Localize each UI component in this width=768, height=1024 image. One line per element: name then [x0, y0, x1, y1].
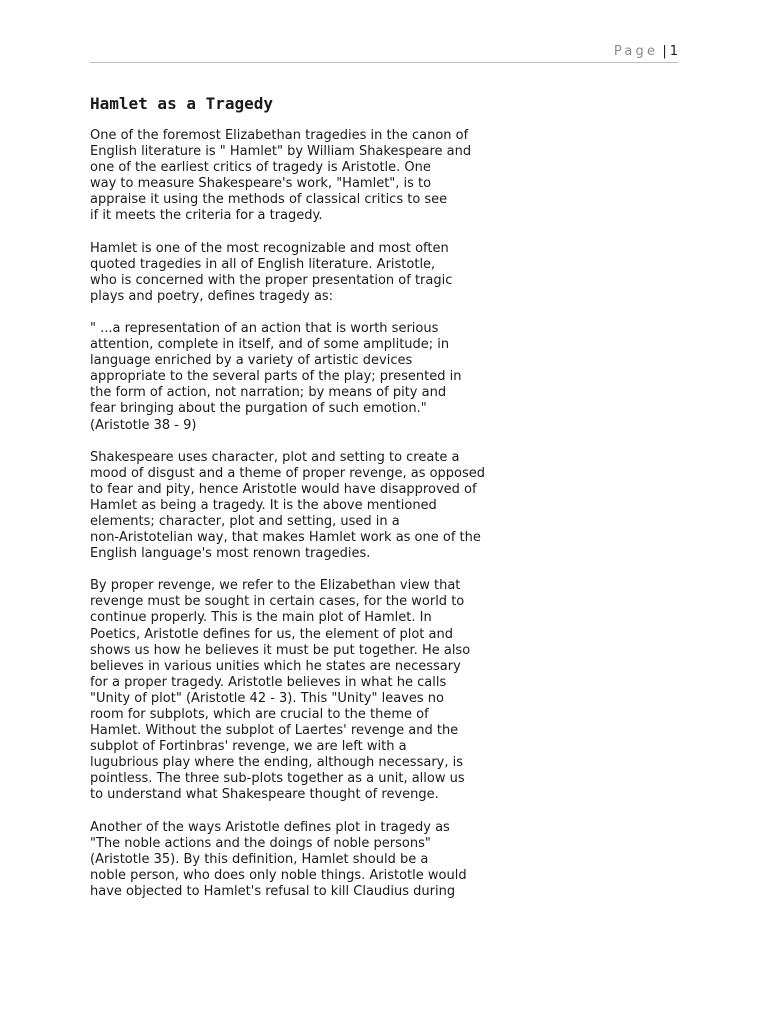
paragraph-line: Shakespeare uses character, plot and setting to create a	[90, 449, 460, 465]
paragraph-line: "Unity of plot" (Aristotle 42 - 3). This "Unity" leaves no	[90, 690, 444, 706]
paragraph-line: subplot of Fortinbras' revenge, we are left with a	[90, 739, 407, 755]
page-label: Page	[613, 44, 659, 59]
paragraph-line: believes in various unities which he states are necessary	[90, 658, 461, 674]
paragraph-line: one of the earliest critics of tragedy is Aristotle. One	[90, 160, 431, 176]
paragraph-line: appropriate to the several parts of the play; presented in	[90, 369, 462, 385]
page-number-value: 1	[669, 44, 678, 59]
paragraph-line: the form of action, not narration; by means of pity and	[90, 385, 447, 401]
paragraph-line: lugubrious play where the ending, although necessary, is	[90, 755, 464, 771]
paragraph-line: for a proper tragedy. Aristotle believes in what he calls	[90, 674, 447, 690]
page-number	[614, 44, 678, 59]
paragraph-line: shows us how he believes it must be put together. He also	[90, 642, 471, 658]
paragraph-line: Hamlet is one of the most recognizable and most often	[90, 240, 449, 256]
paragraph-line: "The noble actions and the doings of noble persons"	[90, 835, 431, 851]
paragraph-line: One of the foremost Elizabethan tragedies in the canon of	[90, 128, 469, 143]
paragraph-line: Poetics, Aristotle defines for us, the element of plot and	[90, 626, 453, 642]
paragraph-line: if it meets the criteria for a tragedy.	[90, 208, 323, 224]
paragraph-line: continue properly. This is the main plot of Hamlet. In	[90, 610, 432, 626]
paragraph	[90, 241, 530, 305]
paragraph-line: who is concerned with the proper presentation of tragic	[90, 272, 453, 288]
paragraph-line: elements; character, plot and setting, used in a	[90, 513, 400, 529]
paragraph-line: appraise it using the methods of classical critics to see	[90, 192, 448, 208]
document-title: Hamlet as a Tragedy	[90, 94, 274, 113]
paragraph-line: (Aristotle 38 - 9)	[90, 417, 197, 433]
paragraph-line: non-Aristotelian way, that makes Hamlet work as one of the	[90, 530, 481, 546]
paragraph	[90, 450, 530, 563]
paragraph-line: English literature is " Hamlet" by William Shakespeare and	[90, 144, 472, 160]
paragraph-line: pointless. The three sub-plots together as a unit, allow us	[90, 771, 465, 787]
page-header	[90, 44, 678, 63]
paragraph-line: to fear and pity, hence Aristotle would have disapproved of	[90, 481, 477, 497]
paragraph-line: By proper revenge, we refer to the Elizabethan view that	[90, 578, 461, 594]
document-body	[90, 128, 530, 916]
paragraph-line: language enriched by a variety of artistic devices	[90, 353, 413, 369]
paragraph-line: Hamlet. Without the subplot of Laertes' revenge and the	[90, 723, 459, 739]
paragraph-line: to understand what Shakespeare thought of revenge.	[90, 787, 439, 803]
paragraph-line: noble person, who does only noble things. Aristotle would	[90, 867, 467, 883]
paragraph-line: plays and poetry, defines tragedy as:	[90, 288, 334, 304]
paragraph-line: room for subplots, which are crucial to the theme of	[90, 707, 429, 722]
paragraph-line: Hamlet as being a tragedy. It is the above mentioned	[90, 497, 437, 513]
paragraph	[90, 128, 530, 225]
paragraph-line: Another of the ways Aristotle defines plot in tragedy as	[90, 819, 450, 835]
paragraph-line: revenge must be sought in certain cases, for the world to	[90, 594, 465, 610]
paragraph	[90, 820, 530, 900]
paragraph-line: way to measure Shakespeare's work, "Hamlet", is to	[90, 176, 432, 192]
paragraph-line: have objected to Hamlet's refusal to kill Claudius during	[90, 883, 456, 899]
paragraph-line: (Aristotle 35). By this definition, Hamlet should be a	[90, 851, 429, 867]
paragraph-line: " ...a representation of an action that is worth serious	[90, 320, 439, 336]
paragraph	[90, 578, 530, 803]
page-separator: |	[662, 44, 667, 59]
paragraph-line: attention, complete in itself, and of some amplitude; in	[90, 337, 450, 353]
paragraph-line: English language's most renown tragedies.	[90, 546, 371, 562]
paragraph-line: quoted tragedies in all of English literature. Aristotle,	[90, 256, 436, 272]
paragraph-line: mood of disgust and a theme of proper revenge, as opposed	[90, 465, 486, 481]
paragraph-line: fear bringing about the purgation of such emotion."	[90, 401, 427, 417]
paragraph	[90, 321, 530, 434]
